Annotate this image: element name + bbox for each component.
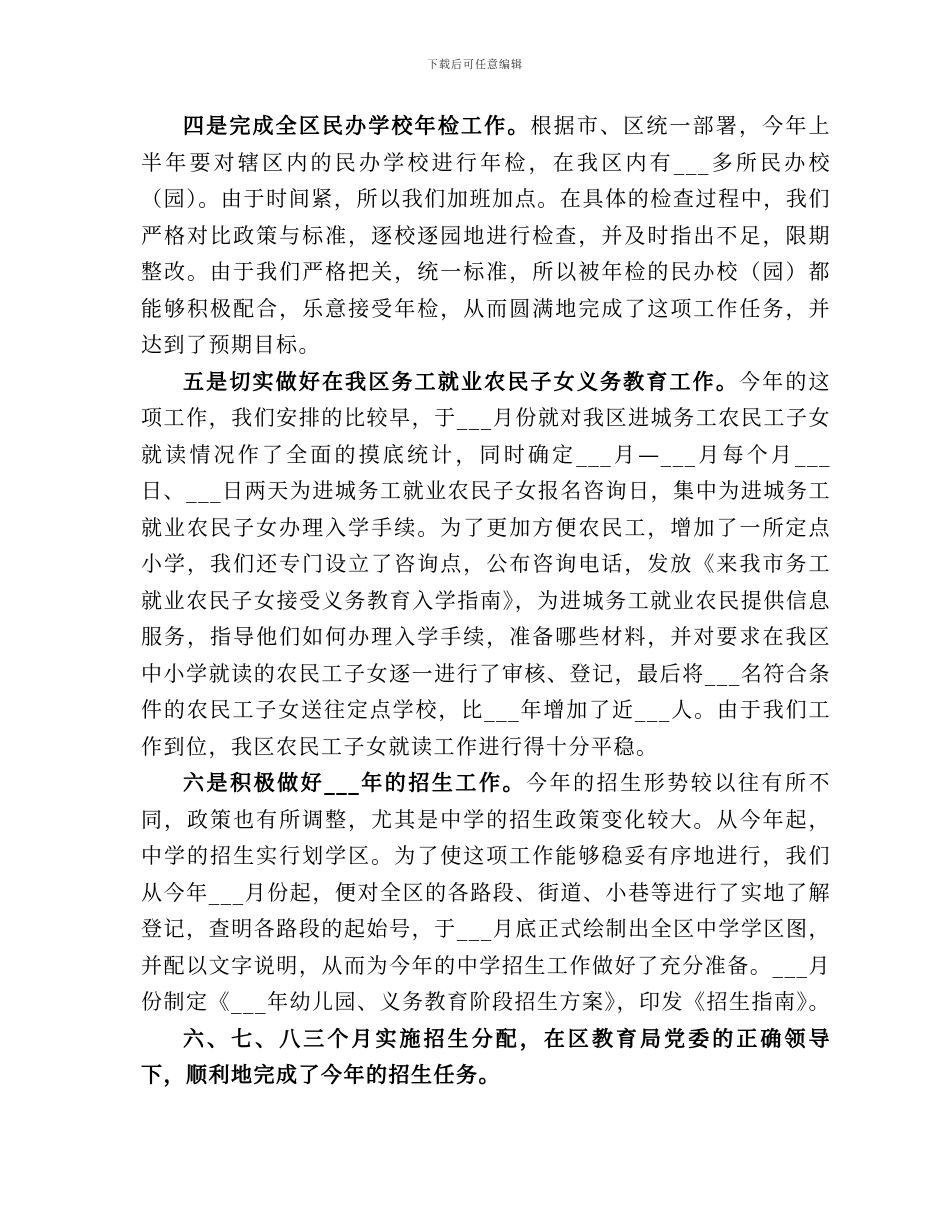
- page-header: 下载后可任意编辑: [427, 58, 523, 71]
- paragraph-heading: 六是积极做好___年的招生工作。: [183, 770, 527, 795]
- paragraph-enrollment-work: [141, 765, 831, 1021]
- paragraph-heading: 六、七、八三个月实施招生分配，在区教育局党委的正确领导下，顺利地完成了今年的招生任务。: [141, 1025, 831, 1087]
- paragraph-text: 今年的招生形势较以往有所不同，政策也有所调整，尤其是中学的招生政策变化较大。从今年起，中学的招生实行划学区。为了使这项工作能够稳妥有序地进行，我们从今年___月份起，便对全区的各路段、街道、小巷等进行了实地了解登记，查明各路段的起始号，于___月底正式绘制出全区中学学区图，并配以文字说明，从而为今年的中学招生工作做好了充分准备。___月份制定《___年幼儿园、义务教育阶段招生方案》，印发《招生指南》。: [141, 771, 832, 1014]
- document-body: [141, 108, 831, 1094]
- paragraph-private-school-inspection: [141, 108, 831, 364]
- paragraph-heading: 四是完成全区民办学校年检工作。: [183, 113, 531, 138]
- paragraph-enrollment-summary: [141, 1021, 831, 1094]
- paragraph-text: 根据市、区统一部署，今年上半年要对辖区内的民办学校进行年检，在我区内有___多所民办校（园）。由于时间紧，所以我们加班加点。在具体的检查过程中，我们严格对比政策与标准，逐校逐园地进行检查，并及时指出不足，限期整改。由于我们严格把关，统一标准，所以被年检的民办校（园）都能够积极配合，乐意接受年检，从而圆满地完成了这项工作任务，并达到了预期目标。: [141, 114, 831, 357]
- paragraph-text: 今年的这项工作，我们安排的比较早，于___月份就对我区进城务工农民工子女就读情况作了全面的摸底统计，同时确定___月—___月每个月___日、___日两天为进城务工就业农民子女报名咨询日，集中为进城务工就业农民子女办理入学手续。为了更加方便农民工，增加了一所定点小学，我们还专门设立了咨询点，公布咨询电话，发放《来我市务工就业农民子女接受义务教育入学指南》，为进城务工就业农民提供信息服务，指导他们如何办理入学手续，准备哪些材料，并对要求在我区中小学就读的农民工子女逐一进行了审核、登记，最后将___名符合条件的农民工子女送往定点学校，比___年增加了近___人。由于我们工作到位，我区农民工子女就读工作进行得十分平稳。: [141, 369, 831, 759]
- paragraph-migrant-children-education: [141, 364, 831, 766]
- paragraph-heading: 五是切实做好在我区务工就业农民子女义务教育工作。: [183, 368, 739, 394]
